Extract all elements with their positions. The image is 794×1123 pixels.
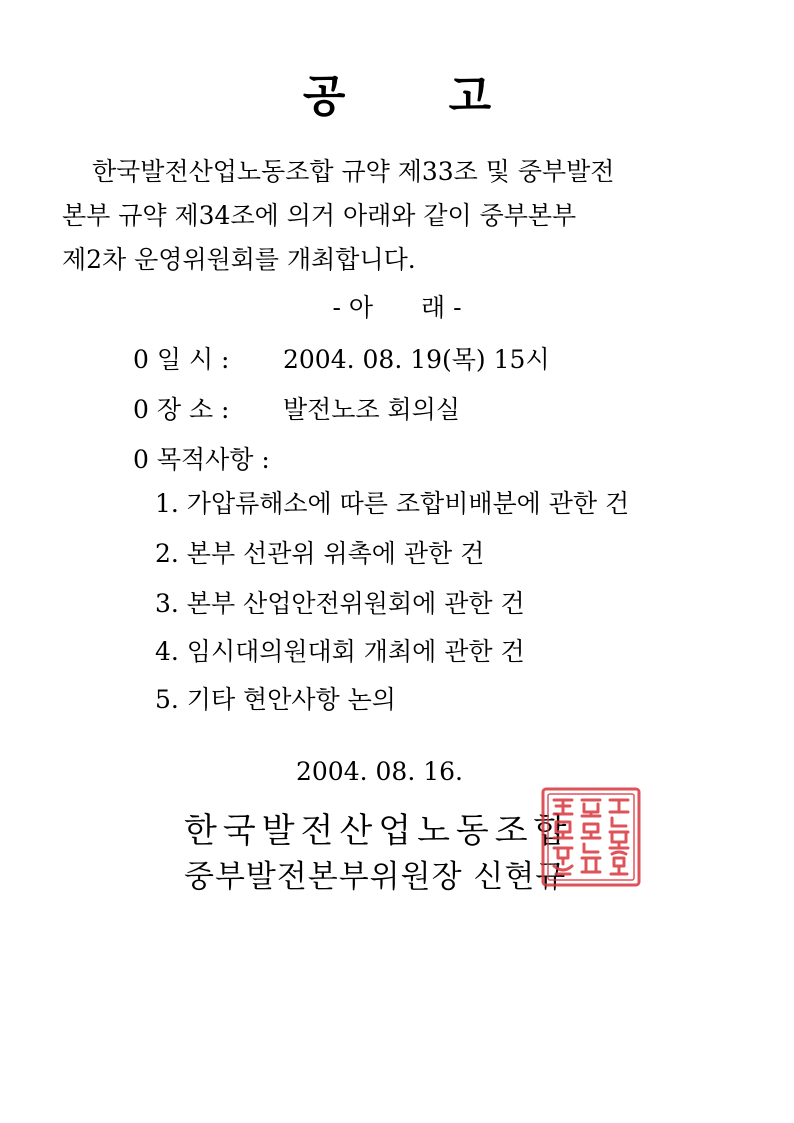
datetime-label: 0 일 시 : (133, 345, 230, 374)
section-heading-left: - 아 (332, 293, 373, 322)
place-label: 0 장 소 : (133, 395, 230, 424)
intro-line-2: 본부 규약 제34조에 의거 아래와 같이 중부본부 (62, 201, 577, 230)
place-row (133, 390, 460, 426)
agenda-item: 3. 본부 산업안전위원회에 관한 건 (155, 589, 525, 618)
intro-line-3: 제2차 운영위원회를 개최합니다. (62, 245, 416, 274)
purpose-row (133, 440, 270, 476)
notice-date: 2004. 08. 16. (296, 757, 463, 786)
chairperson-name: 중부발전본부위원장 신현규 (184, 859, 567, 895)
agenda-item: 2. 본부 선관위 위촉에 관한 건 (155, 539, 485, 568)
agenda-item: 5. 기타 현안사항 논의 (155, 685, 396, 714)
section-heading (0, 288, 794, 324)
notice-title: 공 고 (302, 71, 536, 122)
section-heading-right: 래 - (421, 293, 462, 322)
place-value: 발전노조 회의실 (283, 395, 460, 424)
organization-name: 한국발전산업노동조합 (184, 811, 573, 851)
datetime-row (133, 340, 550, 376)
official-seal-icon (540, 786, 642, 888)
datetime-value: 2004. 08. 19(목) 15시 (283, 345, 550, 374)
purpose-label: 0 목적사항 : (133, 445, 270, 474)
intro-line-1: 한국발전산업노동조합 규약 제33조 및 중부발전 (92, 157, 615, 186)
agenda-item: 4. 임시대의원대회 개최에 관한 건 (155, 637, 525, 666)
agenda-item: 1. 가압류해소에 따른 조합비배분에 관한 건 (155, 489, 630, 518)
